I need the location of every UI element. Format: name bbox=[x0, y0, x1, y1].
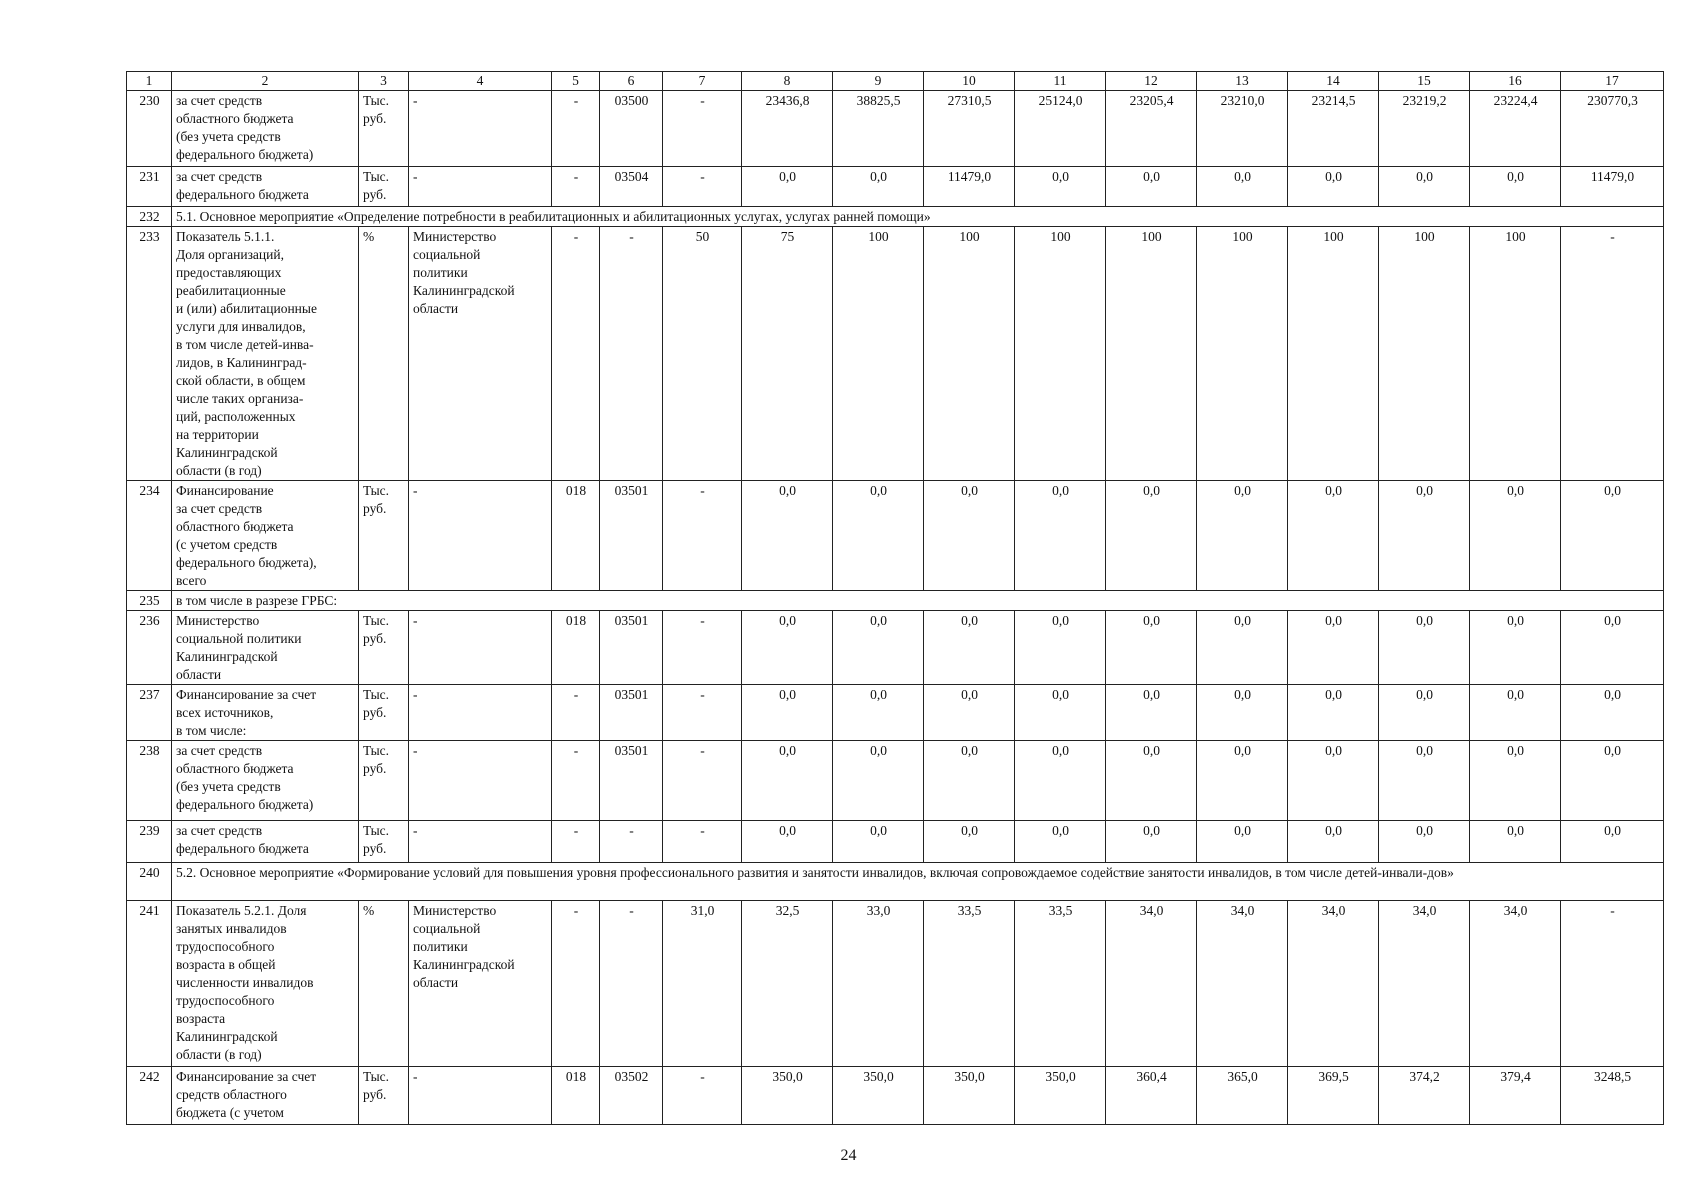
value-col-16: 379,4 bbox=[1470, 1067, 1561, 1125]
value-col-10: 0,0 bbox=[924, 741, 1015, 821]
program-code: 03502 bbox=[600, 1067, 663, 1125]
table-row bbox=[127, 167, 1664, 207]
value-col-13: 365,0 bbox=[1197, 1067, 1288, 1125]
value-col-15: 0,0 bbox=[1379, 685, 1470, 741]
value-col-11: 0,0 bbox=[1015, 167, 1106, 207]
column-number: 1 bbox=[127, 72, 172, 91]
value-col-7: - bbox=[663, 1067, 742, 1125]
value-col-9: 0,0 bbox=[833, 685, 924, 741]
value-col-15: 374,2 bbox=[1379, 1067, 1470, 1125]
value-col-15: 0,0 bbox=[1379, 167, 1470, 207]
row-number: 237 bbox=[127, 685, 172, 741]
program-code: - bbox=[600, 821, 663, 863]
table-row bbox=[127, 685, 1664, 741]
row-number: 232 bbox=[127, 207, 172, 227]
unit: Тыс. руб. bbox=[359, 481, 409, 591]
column-number: 4 bbox=[409, 72, 552, 91]
value-col-15: 0,0 bbox=[1379, 741, 1470, 821]
value-col-9: 100 bbox=[833, 227, 924, 481]
grbs-code: - bbox=[552, 685, 600, 741]
value-col-10: 33,5 bbox=[924, 901, 1015, 1067]
value-col-14: 0,0 bbox=[1288, 481, 1379, 591]
program-code: 03504 bbox=[600, 167, 663, 207]
grbs-code: - bbox=[552, 901, 600, 1067]
value-col-8: 0,0 bbox=[742, 741, 833, 821]
value-col-12: 0,0 bbox=[1106, 741, 1197, 821]
page-number: 24 bbox=[840, 1147, 857, 1164]
value-col-8: 0,0 bbox=[742, 611, 833, 685]
budget-table bbox=[126, 71, 1664, 1125]
column-number: 5 bbox=[552, 72, 600, 91]
unit: % bbox=[359, 901, 409, 1067]
table-row bbox=[127, 481, 1664, 591]
value-col-12: 0,0 bbox=[1106, 685, 1197, 741]
value-col-10: 0,0 bbox=[924, 481, 1015, 591]
value-col-15: 100 bbox=[1379, 227, 1470, 481]
responsible: - bbox=[409, 1067, 552, 1125]
value-col-8: 75 bbox=[742, 227, 833, 481]
value-col-10: 100 bbox=[924, 227, 1015, 481]
indicator-name: за счет средств федерального бюджета bbox=[172, 821, 359, 863]
value-col-11: 350,0 bbox=[1015, 1067, 1106, 1125]
grbs-code: - bbox=[552, 91, 600, 167]
value-col-7: - bbox=[663, 685, 742, 741]
responsible: Министерство социальной политики Калининградской области bbox=[409, 227, 552, 481]
value-col-14: 23214,5 bbox=[1288, 91, 1379, 167]
column-number: 11 bbox=[1015, 72, 1106, 91]
value-col-9: 0,0 bbox=[833, 821, 924, 863]
value-col-9: 38825,5 bbox=[833, 91, 924, 167]
table-row bbox=[127, 1067, 1664, 1125]
value-col-8: 0,0 bbox=[742, 685, 833, 741]
value-col-16: 0,0 bbox=[1470, 741, 1561, 821]
indicator-name: Министерство социальной политики Калининградской области bbox=[172, 611, 359, 685]
indicator-name: Показатель 5.1.1. Доля организаций, предоставляющих реабилитационные и (или) абилитационные услуги для инвалидов, в том числе детей-инва- лидов, в Калининград- ской области, в общем числе таких организа- ций, расположенных на территории Калининградской области (в год) bbox=[172, 227, 359, 481]
value-total: 11479,0 bbox=[1561, 167, 1664, 207]
value-col-14: 0,0 bbox=[1288, 821, 1379, 863]
value-col-16: 34,0 bbox=[1470, 901, 1561, 1067]
value-col-13: 23210,0 bbox=[1197, 91, 1288, 167]
row-number: 234 bbox=[127, 481, 172, 591]
value-col-13: 34,0 bbox=[1197, 901, 1288, 1067]
unit: Тыс. руб. bbox=[359, 741, 409, 821]
value-col-12: 0,0 bbox=[1106, 167, 1197, 207]
unit: Тыс. руб. bbox=[359, 167, 409, 207]
program-code: 03501 bbox=[600, 741, 663, 821]
unit: Тыс. руб. bbox=[359, 821, 409, 863]
table-row bbox=[127, 741, 1664, 821]
value-col-16: 0,0 bbox=[1470, 685, 1561, 741]
section-row bbox=[127, 863, 1664, 901]
grbs-code: 018 bbox=[552, 1067, 600, 1125]
grbs-code: - bbox=[552, 821, 600, 863]
value-col-10: 0,0 bbox=[924, 821, 1015, 863]
row-number: 241 bbox=[127, 901, 172, 1067]
table-row bbox=[127, 821, 1664, 863]
value-col-15: 0,0 bbox=[1379, 821, 1470, 863]
value-total: 230770,3 bbox=[1561, 91, 1664, 167]
column-number: 12 bbox=[1106, 72, 1197, 91]
value-total: 0,0 bbox=[1561, 685, 1664, 741]
row-number: 233 bbox=[127, 227, 172, 481]
unit: Тыс. руб. bbox=[359, 91, 409, 167]
value-col-7: 31,0 bbox=[663, 901, 742, 1067]
value-col-14: 0,0 bbox=[1288, 741, 1379, 821]
value-col-14: 0,0 bbox=[1288, 611, 1379, 685]
unit: % bbox=[359, 227, 409, 481]
value-col-15: 0,0 bbox=[1379, 611, 1470, 685]
value-col-8: 0,0 bbox=[742, 167, 833, 207]
table-row bbox=[127, 227, 1664, 481]
value-col-12: 23205,4 bbox=[1106, 91, 1197, 167]
value-col-14: 34,0 bbox=[1288, 901, 1379, 1067]
value-col-16: 23224,4 bbox=[1470, 91, 1561, 167]
grbs-code: 018 bbox=[552, 481, 600, 591]
value-col-11: 0,0 bbox=[1015, 821, 1106, 863]
row-number: 242 bbox=[127, 1067, 172, 1125]
column-number: 13 bbox=[1197, 72, 1288, 91]
responsible: - bbox=[409, 611, 552, 685]
column-number: 17 bbox=[1561, 72, 1664, 91]
value-col-15: 0,0 bbox=[1379, 481, 1470, 591]
program-code: 03501 bbox=[600, 611, 663, 685]
value-col-13: 100 bbox=[1197, 227, 1288, 481]
value-col-14: 0,0 bbox=[1288, 167, 1379, 207]
value-col-16: 0,0 bbox=[1470, 821, 1561, 863]
responsible: - bbox=[409, 741, 552, 821]
section-row bbox=[127, 207, 1664, 227]
value-col-8: 23436,8 bbox=[742, 91, 833, 167]
value-col-7: - bbox=[663, 821, 742, 863]
value-col-9: 0,0 bbox=[833, 611, 924, 685]
value-col-7: - bbox=[663, 167, 742, 207]
column-number-row bbox=[127, 72, 1664, 91]
program-code: 03501 bbox=[600, 685, 663, 741]
value-col-12: 360,4 bbox=[1106, 1067, 1197, 1125]
value-col-12: 0,0 bbox=[1106, 611, 1197, 685]
indicator-name: Финансирование за счет средств областного бюджета (с учетом bbox=[172, 1067, 359, 1125]
section-title: 5.1. Основное мероприятие «Определение потребности в реабилитационных и абилитационных услугах, услугах ранней помощи» bbox=[172, 207, 1664, 227]
unit: Тыс. руб. bbox=[359, 685, 409, 741]
column-number: 15 bbox=[1379, 72, 1470, 91]
value-col-13: 0,0 bbox=[1197, 481, 1288, 591]
column-number: 6 bbox=[600, 72, 663, 91]
value-col-15: 23219,2 bbox=[1379, 91, 1470, 167]
indicator-name: за счет средств федерального бюджета bbox=[172, 167, 359, 207]
value-col-15: 34,0 bbox=[1379, 901, 1470, 1067]
value-col-13: 0,0 bbox=[1197, 611, 1288, 685]
value-col-13: 0,0 bbox=[1197, 741, 1288, 821]
row-number: 240 bbox=[127, 863, 172, 901]
grbs-code: - bbox=[552, 167, 600, 207]
responsible: - bbox=[409, 685, 552, 741]
value-total: 3248,5 bbox=[1561, 1067, 1664, 1125]
value-col-16: 0,0 bbox=[1470, 481, 1561, 591]
column-number: 14 bbox=[1288, 72, 1379, 91]
value-col-11: 25124,0 bbox=[1015, 91, 1106, 167]
column-number: 8 bbox=[742, 72, 833, 91]
value-col-11: 0,0 bbox=[1015, 611, 1106, 685]
responsible: Министерство социальной политики Калининградской области bbox=[409, 901, 552, 1067]
value-col-9: 0,0 bbox=[833, 167, 924, 207]
value-col-14: 369,5 bbox=[1288, 1067, 1379, 1125]
column-number: 10 bbox=[924, 72, 1015, 91]
value-col-8: 0,0 bbox=[742, 821, 833, 863]
value-col-11: 33,5 bbox=[1015, 901, 1106, 1067]
responsible: - bbox=[409, 821, 552, 863]
value-col-8: 0,0 bbox=[742, 481, 833, 591]
program-code: - bbox=[600, 901, 663, 1067]
value-col-12: 100 bbox=[1106, 227, 1197, 481]
value-col-9: 33,0 bbox=[833, 901, 924, 1067]
value-total: - bbox=[1561, 901, 1664, 1067]
value-col-7: - bbox=[663, 91, 742, 167]
value-col-12: 0,0 bbox=[1106, 821, 1197, 863]
value-col-13: 0,0 bbox=[1197, 167, 1288, 207]
value-col-8: 32,5 bbox=[742, 901, 833, 1067]
column-number: 9 bbox=[833, 72, 924, 91]
row-number: 236 bbox=[127, 611, 172, 685]
value-col-16: 0,0 bbox=[1470, 167, 1561, 207]
value-col-14: 100 bbox=[1288, 227, 1379, 481]
value-col-9: 0,0 bbox=[833, 741, 924, 821]
indicator-name: Финансирование за счет всех источников, в том числе: bbox=[172, 685, 359, 741]
value-total: 0,0 bbox=[1561, 481, 1664, 591]
column-number: 3 bbox=[359, 72, 409, 91]
value-col-13: 0,0 bbox=[1197, 685, 1288, 741]
indicator-name: Финансирование за счет средств областного бюджета (с учетом средств федерального бюджета), всего bbox=[172, 481, 359, 591]
value-total: 0,0 bbox=[1561, 821, 1664, 863]
value-col-11: 0,0 bbox=[1015, 481, 1106, 591]
row-number: 239 bbox=[127, 821, 172, 863]
value-col-13: 0,0 bbox=[1197, 821, 1288, 863]
value-col-7: 50 bbox=[663, 227, 742, 481]
value-col-10: 350,0 bbox=[924, 1067, 1015, 1125]
column-number: 16 bbox=[1470, 72, 1561, 91]
row-number: 230 bbox=[127, 91, 172, 167]
program-code: - bbox=[600, 227, 663, 481]
column-number: 2 bbox=[172, 72, 359, 91]
program-code: 03501 bbox=[600, 481, 663, 591]
value-col-8: 350,0 bbox=[742, 1067, 833, 1125]
section-title: 5.2. Основное мероприятие «Формирование условий для повышения уровня профессионального развития и занятости инвалидов, включая сопровождаемое содействие занятости инвалидов, в том числе детей-инвали-дов» bbox=[172, 863, 1664, 901]
value-col-7: - bbox=[663, 611, 742, 685]
table-row bbox=[127, 611, 1664, 685]
value-col-7: - bbox=[663, 741, 742, 821]
table-row bbox=[127, 901, 1664, 1067]
table-row bbox=[127, 91, 1664, 167]
responsible: - bbox=[409, 91, 552, 167]
value-col-14: 0,0 bbox=[1288, 685, 1379, 741]
row-number: 238 bbox=[127, 741, 172, 821]
row-number: 231 bbox=[127, 167, 172, 207]
indicator-name: за счет средств областного бюджета (без учета средств федерального бюджета) bbox=[172, 741, 359, 821]
value-col-10: 0,0 bbox=[924, 611, 1015, 685]
grbs-code: - bbox=[552, 741, 600, 821]
value-total: 0,0 bbox=[1561, 611, 1664, 685]
value-col-9: 350,0 bbox=[833, 1067, 924, 1125]
value-col-10: 0,0 bbox=[924, 685, 1015, 741]
value-col-9: 0,0 bbox=[833, 481, 924, 591]
value-col-11: 0,0 bbox=[1015, 741, 1106, 821]
responsible: - bbox=[409, 481, 552, 591]
value-total: - bbox=[1561, 227, 1664, 481]
indicator-name: за счет средств областного бюджета (без учета средств федерального бюджета) bbox=[172, 91, 359, 167]
row-number: 235 bbox=[127, 591, 172, 611]
indicator-name: Показатель 5.2.1. Доля занятых инвалидов трудоспособного возраста в общей численности инвалидов трудоспособного возраста Калининградской области (в год) bbox=[172, 901, 359, 1067]
unit: Тыс. руб. bbox=[359, 611, 409, 685]
value-col-11: 100 bbox=[1015, 227, 1106, 481]
value-col-7: - bbox=[663, 481, 742, 591]
value-col-12: 34,0 bbox=[1106, 901, 1197, 1067]
program-code: 03500 bbox=[600, 91, 663, 167]
value-col-10: 11479,0 bbox=[924, 167, 1015, 207]
value-col-10: 27310,5 bbox=[924, 91, 1015, 167]
unit: Тыс. руб. bbox=[359, 1067, 409, 1125]
column-number: 7 bbox=[663, 72, 742, 91]
value-col-16: 100 bbox=[1470, 227, 1561, 481]
section-title: в том числе в разрезе ГРБС: bbox=[172, 591, 1664, 611]
grbs-code: - bbox=[552, 227, 600, 481]
grbs-code: 018 bbox=[552, 611, 600, 685]
value-col-16: 0,0 bbox=[1470, 611, 1561, 685]
value-col-11: 0,0 bbox=[1015, 685, 1106, 741]
responsible: - bbox=[409, 167, 552, 207]
value-total: 0,0 bbox=[1561, 741, 1664, 821]
section-row bbox=[127, 591, 1664, 611]
value-col-12: 0,0 bbox=[1106, 481, 1197, 591]
